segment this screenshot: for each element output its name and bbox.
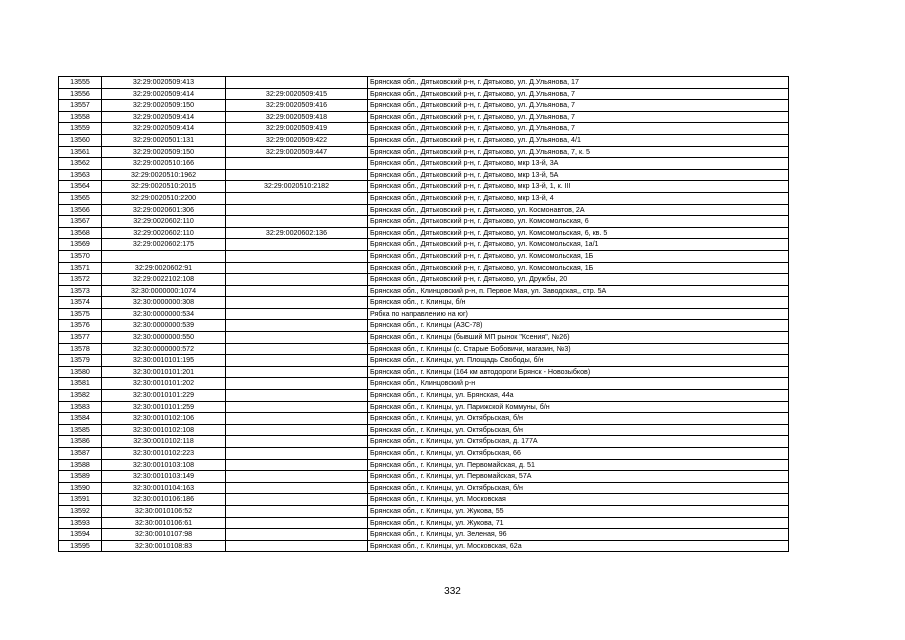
cadastral-number-cell: 32:30:0000000:539 [102,320,226,332]
table-row [59,134,789,146]
record-number-cell: 13565 [59,192,102,204]
cadastral-number-cell: 32:29:0020509:150 [102,146,226,158]
address-cell: Брянская обл., Дятьковский р-н, г. Дятьково, мкр 13-й, 3А [368,158,789,170]
record-number-cell: 13558 [59,111,102,123]
table-row [59,77,789,89]
address-cell: Брянская обл., Дятьковский р-н, г. Дятьково, ул. Д.Ульянова, 4/1 [368,134,789,146]
table-row [59,448,789,460]
address-cell: Брянская обл., Дятьковский р-н, г. Дятьково, ул. Д.Ульянова, 7 [368,123,789,135]
related-cadastral-number-cell: 32:29:0020509:415 [226,88,368,100]
record-number-cell: 13561 [59,146,102,158]
cadastral-number-cell: 32:29:0020509:150 [102,100,226,112]
cadastral-number-cell: 32:29:0020509:414 [102,111,226,123]
record-number-cell: 13555 [59,77,102,89]
registry-table [58,76,789,552]
table-row [59,239,789,251]
related-cadastral-number-cell [226,204,368,216]
related-cadastral-number-cell: 32:29:0020510:2182 [226,181,368,193]
table-row [59,216,789,228]
address-cell: Брянская обл., г. Клинцы, ул. Парижской Коммуны, б/н [368,401,789,413]
cadastral-number-cell: 32:29:0020602:175 [102,239,226,251]
record-number-cell: 13571 [59,262,102,274]
table-row [59,482,789,494]
record-number-cell: 13564 [59,181,102,193]
cadastral-number-cell: 32:30:0010101:229 [102,390,226,402]
table-row [59,169,789,181]
record-number-cell: 13591 [59,494,102,506]
related-cadastral-number-cell [226,343,368,355]
related-cadastral-number-cell [226,494,368,506]
cadastral-number-cell: 32:29:0020601:306 [102,204,226,216]
address-cell: Брянская обл., Дятьковский р-н, г. Дятьково, ул. Комсомольская, 1а/1 [368,239,789,251]
address-cell: Брянская обл., г. Клинцы, ул. Первомайская, д. 51 [368,459,789,471]
address-cell: Брянская обл., г. Клинцы (бывший МП рынок "Ксения", №26) [368,332,789,344]
record-number-cell: 13556 [59,88,102,100]
related-cadastral-number-cell [226,424,368,436]
table-row [59,123,789,135]
table-row [59,459,789,471]
address-cell: Брянская обл., Дятьковский р-н, г. Дятьково, мкр 13-й, 1, к. III [368,181,789,193]
related-cadastral-number-cell [226,169,368,181]
table-row [59,517,789,529]
table-row [59,227,789,239]
address-cell: Брянская обл., г. Клинцы, ул. Зеленая, 96 [368,529,789,541]
cadastral-number-cell: 32:30:0010101:202 [102,378,226,390]
record-number-cell: 13568 [59,227,102,239]
related-cadastral-number-cell [226,192,368,204]
related-cadastral-number-cell [226,355,368,367]
table-row [59,529,789,541]
related-cadastral-number-cell [226,482,368,494]
table-row [59,192,789,204]
address-cell: Брянская обл., г. Клинцы, ул. Жукова, 71 [368,517,789,529]
record-number-cell: 13588 [59,459,102,471]
related-cadastral-number-cell [226,529,368,541]
address-cell: Брянская обл., г. Клинцы, ул. Октябрьская, б/н [368,482,789,494]
cadastral-number-cell: 32:30:0000000:1074 [102,285,226,297]
table-row [59,332,789,344]
address-cell: Брянская обл., Дятьковский р-н, г. Дятьково, ул. Д.Ульянова, 7, к. 5 [368,146,789,158]
cadastral-number-cell: 32:30:0010101:201 [102,366,226,378]
address-cell: Брянская обл., Дятьковский р-н, г. Дятьково, ул. Д.Ульянова, 7 [368,111,789,123]
table-row [59,111,789,123]
cadastral-number-cell: 32:30:0010102:223 [102,448,226,460]
record-number-cell: 13594 [59,529,102,541]
cadastral-number-cell: 32:29:0020510:2200 [102,192,226,204]
address-cell: Брянская обл., Дятьковский р-н, г. Дятьково, мкр 13-й, 4 [368,192,789,204]
related-cadastral-number-cell: 32:29:0020509:422 [226,134,368,146]
table-row [59,158,789,170]
related-cadastral-number-cell [226,505,368,517]
related-cadastral-number-cell [226,77,368,89]
record-number-cell: 13590 [59,482,102,494]
address-cell: Брянская обл., Дятьковский р-н, г. Дятьково, ул. Космонавтов, 2А [368,204,789,216]
cadastral-number-cell: 32:30:0010108:83 [102,540,226,552]
record-number-cell: 13579 [59,355,102,367]
record-number-cell: 13575 [59,308,102,320]
record-number-cell: 13573 [59,285,102,297]
cadastral-number-cell: 32:30:0010106:61 [102,517,226,529]
cadastral-number-cell: 32:29:0022102:108 [102,274,226,286]
related-cadastral-number-cell [226,320,368,332]
table-row [59,540,789,552]
cadastral-number-cell: 32:30:0010104:163 [102,482,226,494]
page-number: 332 [444,586,461,597]
table-row [59,436,789,448]
record-number-cell: 13569 [59,239,102,251]
address-cell: Брянская обл., г. Клинцы, ул. Жукова, 55 [368,505,789,517]
cadastral-number-cell: 32:29:0020509:413 [102,77,226,89]
record-number-cell: 13576 [59,320,102,332]
record-number-cell: 13584 [59,413,102,425]
address-cell: Брянская обл., Дятьковский р-н, г. Дятьково, ул. Комсомольская, 6 [368,216,789,228]
cadastral-number-cell: 32:30:0000000:534 [102,308,226,320]
table-row [59,100,789,112]
cadastral-number-cell: 32:30:0000000:572 [102,343,226,355]
related-cadastral-number-cell [226,262,368,274]
related-cadastral-number-cell [226,401,368,413]
table-row [59,320,789,332]
address-cell: Брянская обл., г. Клинцы, ул. Октябрьская, б/н [368,424,789,436]
cadastral-number-cell: 32:30:0010102:106 [102,413,226,425]
related-cadastral-number-cell [226,239,368,251]
table-row [59,146,789,158]
cadastral-number-cell: 32:30:0010107:98 [102,529,226,541]
cadastral-number-cell: 32:29:0020602:110 [102,227,226,239]
record-number-cell: 13562 [59,158,102,170]
cadastral-number-cell: 32:30:0010103:149 [102,471,226,483]
address-cell: Брянская обл., Дятьковский р-н, г. Дятьково, ул. Комсомольская, 6, кв. 5 [368,227,789,239]
address-cell: Брянская обл., Клинцовский р-н, п. Первое Мая, ул. Заводская,, стр. 5А [368,285,789,297]
address-cell: Брянская обл., г. Клинцы, ул. Октябрьская, 66 [368,448,789,460]
address-cell: Брянская обл., г. Клинцы, ул. Первомайская, 57А [368,471,789,483]
address-cell: Брянская обл., г. Клинцы, б/н [368,297,789,309]
table-row [59,505,789,517]
registry-table-body [59,77,789,552]
record-number-cell: 13560 [59,134,102,146]
table-row [59,390,789,402]
address-cell: Брянская обл., Дятьковский р-н, г. Дятьково, ул. Д.Ульянова, 7 [368,88,789,100]
cadastral-number-cell: 32:29:0020602:91 [102,262,226,274]
record-number-cell: 13578 [59,343,102,355]
address-cell: Брянская обл., Дятьковский р-н, г. Дятьково, мкр 13-й, 5А [368,169,789,181]
table-row [59,413,789,425]
table-row [59,297,789,309]
cadastral-number-cell [102,250,226,262]
record-number-cell: 13593 [59,517,102,529]
related-cadastral-number-cell [226,297,368,309]
cadastral-number-cell: 32:29:0020510:2015 [102,181,226,193]
related-cadastral-number-cell [226,250,368,262]
table-row [59,285,789,297]
address-cell: Брянская обл., г. Клинцы (АЗС-78) [368,320,789,332]
related-cadastral-number-cell [226,448,368,460]
address-cell: Брянская обл., г. Клинцы, ул. Брянская, 44а [368,390,789,402]
record-number-cell: 13566 [59,204,102,216]
related-cadastral-number-cell [226,274,368,286]
related-cadastral-number-cell [226,158,368,170]
address-cell: Брянская обл., Клинцовский р-н [368,378,789,390]
related-cadastral-number-cell [226,332,368,344]
table-row [59,88,789,100]
cadastral-number-cell: 32:29:0020602:110 [102,216,226,228]
record-number-cell: 13583 [59,401,102,413]
record-number-cell: 13559 [59,123,102,135]
table-row [59,262,789,274]
related-cadastral-number-cell [226,517,368,529]
record-number-cell: 13563 [59,169,102,181]
record-number-cell: 13570 [59,250,102,262]
related-cadastral-number-cell: 32:29:0020509:419 [226,123,368,135]
record-number-cell: 13580 [59,366,102,378]
table-row [59,366,789,378]
record-number-cell: 13595 [59,540,102,552]
address-cell: Брянская обл., г. Клинцы, ул. Октябрьская, б/н [368,413,789,425]
record-number-cell: 13567 [59,216,102,228]
record-number-cell: 13557 [59,100,102,112]
address-cell: Брянская обл., г. Клинцы (164 км автодороги Брянск - Новозыбков) [368,366,789,378]
record-number-cell: 13587 [59,448,102,460]
related-cadastral-number-cell [226,308,368,320]
related-cadastral-number-cell [226,459,368,471]
address-cell: Брянская обл., Дятьковский р-н, г. Дятьково, ул. Д.Ульянова, 17 [368,77,789,89]
address-cell: Рябка по направлению на юг) [368,308,789,320]
record-number-cell: 13581 [59,378,102,390]
address-cell: Брянская обл., г. Клинцы (с. Старые Бобовичи, магазин, №3) [368,343,789,355]
related-cadastral-number-cell [226,378,368,390]
record-number-cell: 13586 [59,436,102,448]
table-row [59,355,789,367]
record-number-cell: 13577 [59,332,102,344]
related-cadastral-number-cell [226,285,368,297]
related-cadastral-number-cell [226,540,368,552]
table-row [59,274,789,286]
cadastral-number-cell: 32:30:0000000:550 [102,332,226,344]
cadastral-number-cell: 32:29:0020510:166 [102,158,226,170]
cadastral-number-cell: 32:29:0020501:131 [102,134,226,146]
address-cell: Брянская обл., Дятьковский р-н, г. Дятьково, ул. Дружбы, 20 [368,274,789,286]
table-row [59,308,789,320]
related-cadastral-number-cell: 32:29:0020602:136 [226,227,368,239]
record-number-cell: 13589 [59,471,102,483]
table-row [59,250,789,262]
table-row [59,181,789,193]
related-cadastral-number-cell [226,216,368,228]
related-cadastral-number-cell [226,390,368,402]
related-cadastral-number-cell [226,366,368,378]
address-cell: Брянская обл., Дятьковский р-н, г. Дятьково, ул. Д.Ульянова, 7 [368,100,789,112]
cadastral-number-cell: 32:30:0010103:108 [102,459,226,471]
table-row [59,471,789,483]
address-cell: Брянская обл., Дятьковский р-н, г. Дятьково, ул. Комсомольская, 1Б [368,250,789,262]
record-number-cell: 13574 [59,297,102,309]
cadastral-number-cell: 32:29:0020509:414 [102,123,226,135]
cadastral-number-cell: 32:29:0020509:414 [102,88,226,100]
address-cell: Брянская обл., г. Клинцы, ул. Московская, 62а [368,540,789,552]
cadastral-number-cell: 32:29:0020510:1962 [102,169,226,181]
record-number-cell: 13572 [59,274,102,286]
table-row [59,204,789,216]
cadastral-number-cell: 32:30:0010106:52 [102,505,226,517]
cadastral-number-cell: 32:30:0010102:118 [102,436,226,448]
cadastral-number-cell: 32:30:0000000:308 [102,297,226,309]
address-cell: Брянская обл., Дятьковский р-н, г. Дятьково, ул. Комсомольская, 1Б [368,262,789,274]
cadastral-number-cell: 32:30:0010106:186 [102,494,226,506]
related-cadastral-number-cell: 32:29:0020509:416 [226,100,368,112]
related-cadastral-number-cell: 32:29:0020509:447 [226,146,368,158]
related-cadastral-number-cell: 32:29:0020509:418 [226,111,368,123]
cadastral-number-cell: 32:30:0010101:195 [102,355,226,367]
related-cadastral-number-cell [226,471,368,483]
record-number-cell: 13585 [59,424,102,436]
table-row [59,378,789,390]
address-cell: Брянская обл., г. Клинцы, ул. Площадь Свободы, б/н [368,355,789,367]
table-row [59,343,789,355]
cadastral-number-cell: 32:30:0010102:108 [102,424,226,436]
related-cadastral-number-cell [226,436,368,448]
address-cell: Брянская обл., г. Клинцы, ул. Московская [368,494,789,506]
cadastral-number-cell: 32:30:0010101:259 [102,401,226,413]
address-cell: Брянская обл., г. Клинцы, ул. Октябрьская, д. 177А [368,436,789,448]
record-number-cell: 13582 [59,390,102,402]
record-number-cell: 13592 [59,505,102,517]
table-row [59,424,789,436]
related-cadastral-number-cell [226,413,368,425]
table-row [59,401,789,413]
table-row [59,494,789,506]
